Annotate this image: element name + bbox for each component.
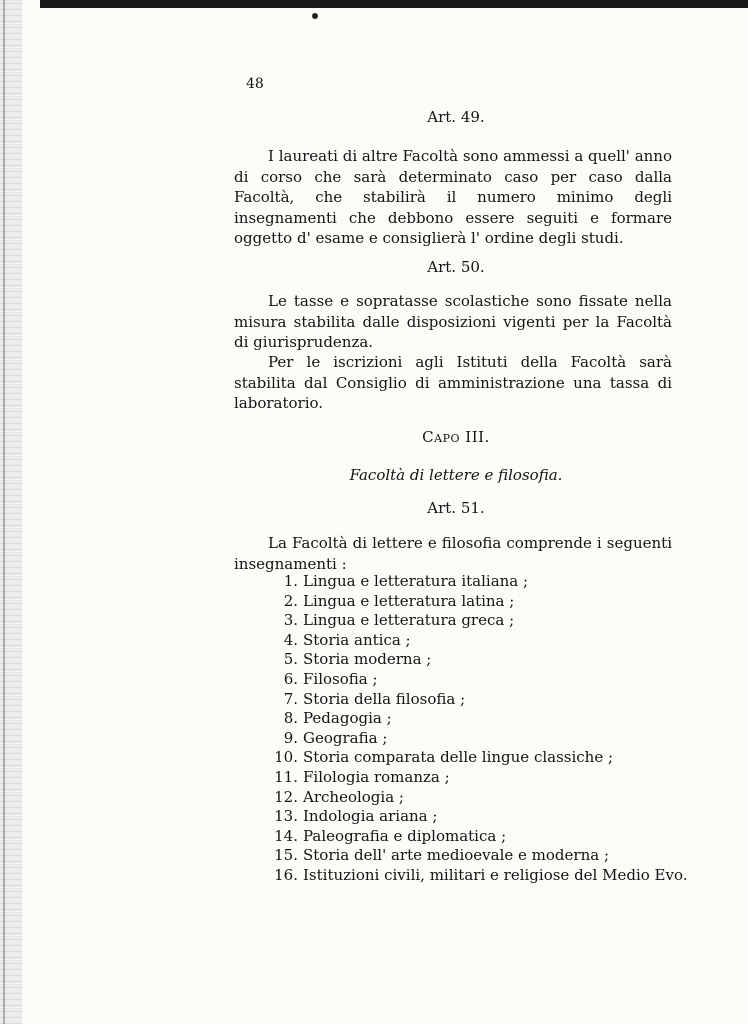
list-item	[262, 709, 702, 729]
list-item-text: Storia comparata delle lingue classiche ;	[303, 748, 614, 767]
list-item-text: Lingua e letteratura greca ;	[303, 611, 515, 630]
teaching-list	[262, 572, 702, 886]
list-item	[262, 631, 702, 651]
article-51-intro: La Facoltà di lettere e filosofia comprende i seguenti insegnamenti :	[234, 534, 672, 573]
list-item-text: Storia dell' arte medioevale e moderna ;	[303, 846, 610, 865]
list-item-text: Istituzioni civili, militari e religiose del Medio Evo.	[303, 865, 688, 884]
list-item-text: Filosofia ;	[303, 669, 378, 688]
list-item-number: 13.	[274, 807, 298, 826]
list-item	[262, 807, 702, 827]
article-49-paragraph: I laureati di altre Facoltà sono ammessi a quell' anno di corso che sarà determinato caso per caso dalla Facoltà, che stabilirà il numero minimo degli insegnamenti che debbono essere seguiti e formare oggetto d' esame e consiglierà l' ordine degli studi.	[234, 147, 672, 247]
chapter-title: Capo III.	[422, 428, 490, 446]
article-50-heading: Art. 50.	[427, 258, 485, 276]
article-49-heading: Art. 49.	[427, 108, 485, 126]
list-item-number: 2.	[283, 591, 298, 610]
list-item-number: 3.	[283, 611, 298, 630]
list-item-text: Storia moderna ;	[303, 650, 432, 669]
chapter-subtitle: Facoltà di lettere e filosofia.	[349, 466, 563, 484]
list-item-text: Pedagogia ;	[303, 709, 392, 728]
list-item-text: Storia della filosofia ;	[303, 689, 466, 708]
list-item-number: 4.	[283, 630, 298, 649]
scan-mark	[312, 13, 318, 19]
list-item-number: 9.	[283, 728, 298, 747]
page-number: 48	[246, 76, 264, 92]
list-item	[262, 572, 702, 592]
list-item-number: 16.	[274, 865, 298, 884]
article-51-heading: Art. 51.	[427, 499, 485, 517]
list-item-text: Indologia ariana ;	[303, 807, 438, 826]
list-item	[262, 866, 702, 886]
list-item	[262, 827, 702, 847]
article-50-paragraph-2: Per le iscrizioni agli Istituti della Facoltà sarà stabilita dal Consiglio di amministrazione una tassa di laboratorio.	[234, 353, 672, 412]
list-item-text: Lingua e letteratura latina ;	[303, 591, 515, 610]
list-item-text: Lingua e letteratura italiana ;	[303, 572, 529, 590]
article-50-paragraph-1: Le tasse e sopratasse scolastiche sono fissate nella misura stabilita dalle disposizioni vigenti per la Facoltà di giurisprudenza.	[234, 292, 672, 351]
scan-edge-top	[40, 0, 748, 8]
list-item-number: 5.	[283, 650, 298, 669]
list-item	[262, 670, 702, 690]
list-item-text: Archeologia ;	[303, 787, 404, 806]
list-item-number: 12.	[274, 787, 298, 806]
list-item-number: 6.	[283, 669, 298, 688]
list-item	[262, 729, 702, 749]
list-item	[262, 650, 702, 670]
list-item-number: 1.	[283, 572, 298, 590]
list-item-text: Storia antica ;	[303, 630, 411, 649]
list-item-number: 11.	[274, 767, 298, 786]
list-item	[262, 788, 702, 808]
list-item-number: 8.	[283, 709, 298, 728]
list-item	[262, 611, 702, 631]
list-item-number: 10.	[274, 748, 298, 767]
list-item	[262, 690, 702, 710]
list-item-text: Paleografia e diplomatica ;	[303, 826, 507, 845]
list-item-number: 7.	[283, 689, 298, 708]
list-item-number: 15.	[274, 846, 298, 865]
scan-edge-left	[0, 0, 22, 1024]
list-item	[262, 592, 702, 612]
list-item	[262, 748, 702, 768]
list-item-number: 14.	[274, 826, 298, 845]
list-item	[262, 846, 702, 866]
list-item	[262, 768, 702, 788]
list-item-text: Geografia ;	[303, 728, 388, 747]
list-item-text: Filologia romanza ;	[303, 767, 450, 786]
